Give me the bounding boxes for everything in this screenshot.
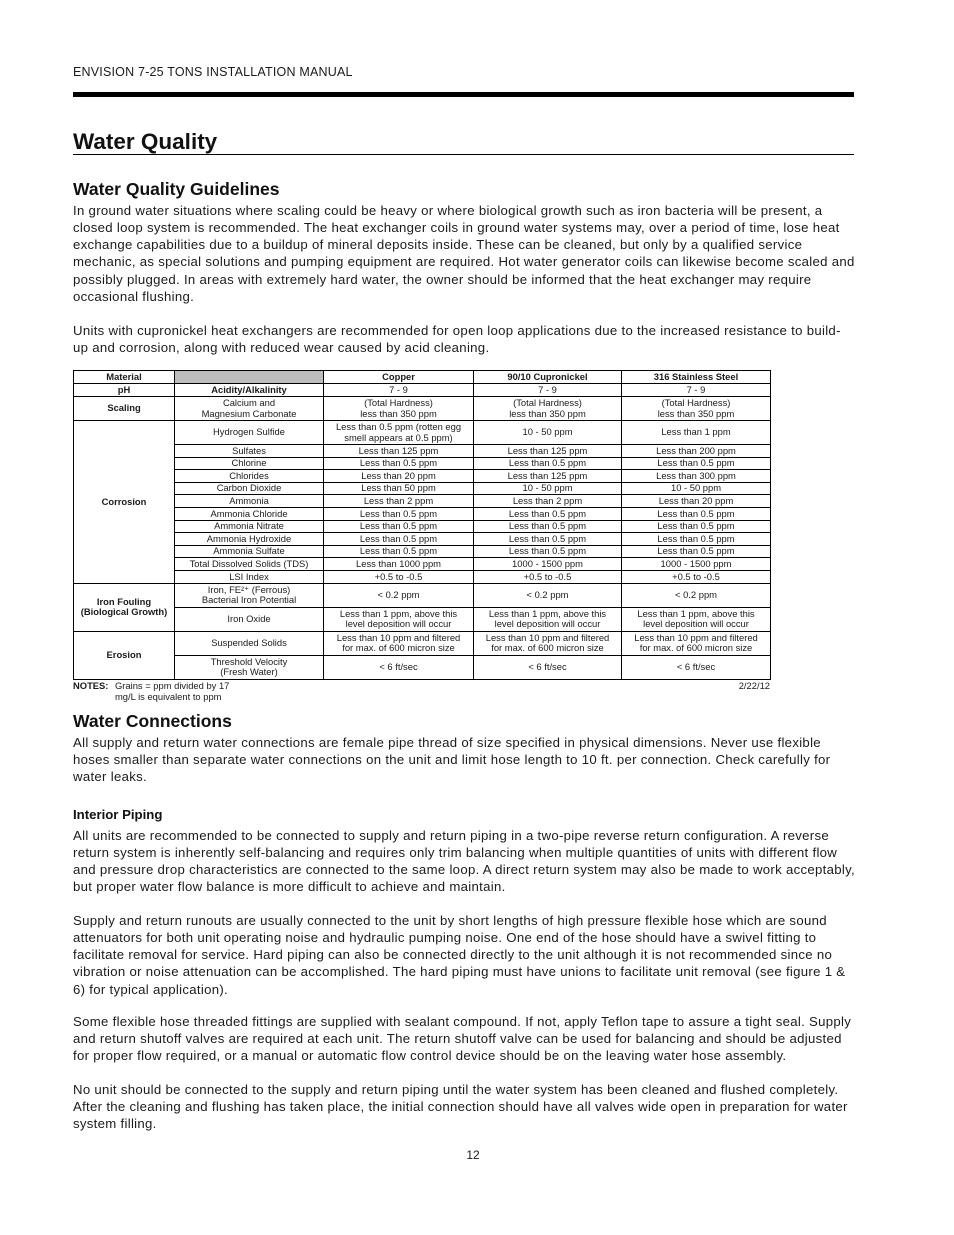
- header-copper: Copper: [324, 371, 474, 384]
- value-cell-copper: Less than 1000 ppm: [324, 558, 474, 571]
- value-cell-copper: Less than 2 ppm: [324, 495, 474, 508]
- table-row: [74, 607, 771, 631]
- parameter-cell: Suspended Solids: [175, 631, 324, 655]
- value-cell-cupronickel: Less than 0.5 ppm: [474, 520, 622, 533]
- ph-label: pH: [74, 384, 175, 397]
- value-cell-cupronickel: 1000 - 1500 ppm: [474, 558, 622, 571]
- value-cell-stainless: Less than 0.5 ppm: [622, 507, 771, 520]
- value-cell-copper: Less than 0.5 ppm: [324, 545, 474, 558]
- interior-piping-paragraph-3: Some flexible hose threaded fittings are supplied with sealant compound. If not, apply Teflon tape to assure a tight seal. Supply and return shutoff valves are required at each unit. The return shutoff valve can be used for balancing and should be adjusted for proper flow required, or a manual or automatic flow control device should be on the leaving water hose assembly.: [73, 1014, 852, 1064]
- table-row: [74, 570, 771, 583]
- interior-piping-paragraph-1: All units are recommended to be connected to supply and return piping in a two-pipe reverse return configuration. A reverse return system is inherently self-balancing and requires only trim balancing when multiple quantities of units with different flow and pressure drop characteristics are connected to the same loop. A direct return system may also be made to work acceptably, but proper water flow balance is more difficult to achieve and maintain.: [73, 828, 855, 895]
- table-row: [74, 558, 771, 571]
- value-cell-cupronickel: (Total Hardness) less than 350 ppm: [474, 397, 622, 421]
- notes-date: 2/22/12: [738, 680, 770, 691]
- value-cell-copper: < 0.2 ppm: [324, 583, 474, 607]
- value-cell-stainless: < 6 ft/sec: [622, 655, 771, 679]
- notes-line-1: Grains = ppm divided by 17: [115, 680, 230, 691]
- table-row: [74, 655, 771, 679]
- value-cell-cupronickel: < 0.2 ppm: [474, 583, 622, 607]
- value-cell-cupronickel: Less than 125 ppm: [474, 470, 622, 483]
- table-row: [74, 583, 771, 607]
- value-cell-copper: Less than 50 ppm: [324, 482, 474, 495]
- page-title: Water Quality: [73, 129, 218, 154]
- table-row: [74, 507, 771, 520]
- value-cell-stainless: Less than 300 ppm: [622, 470, 771, 483]
- value-cell-copper: Less than 1 ppm, above this level deposition will occur: [324, 607, 474, 631]
- parameter-cell: Iron Oxide: [175, 607, 324, 631]
- notes-label: NOTES:: [73, 680, 109, 691]
- value-cell-cupronickel: Less than 125 ppm: [474, 445, 622, 458]
- value-cell-stainless: Less than 0.5 ppm: [622, 545, 771, 558]
- value-cell-copper: < 6 ft/sec: [324, 655, 474, 679]
- value-cell-stainless: +0.5 to -0.5: [622, 570, 771, 583]
- header-blank: [175, 371, 324, 384]
- value-cell-stainless: Less than 1 ppm, above this level deposition will occur: [622, 607, 771, 631]
- ph-value-copper: 7 - 9: [324, 384, 474, 397]
- table-row: [74, 397, 771, 421]
- value-cell-copper: Less than 125 ppm: [324, 445, 474, 458]
- parameter-cell: Chlorides: [175, 470, 324, 483]
- ph-param: Acidity/Alkalinity: [175, 384, 324, 397]
- group-label: Corrosion: [74, 421, 175, 584]
- value-cell-copper: (Total Hardness) less than 350 ppm: [324, 397, 474, 421]
- value-cell-copper: Less than 0.5 ppm (rotten egg smell appears at 0.5 ppm): [324, 421, 474, 445]
- title-underline: [73, 154, 854, 155]
- header-stainless-steel: 316 Stainless Steel: [622, 371, 771, 384]
- value-cell-copper: Less than 20 ppm: [324, 470, 474, 483]
- value-cell-cupronickel: 10 - 50 ppm: [474, 482, 622, 495]
- value-cell-copper: Less than 0.5 ppm: [324, 533, 474, 546]
- value-cell-cupronickel: Less than 0.5 ppm: [474, 507, 622, 520]
- water-quality-table: [73, 370, 771, 680]
- group-label: Scaling: [74, 397, 175, 421]
- connections-paragraph: All supply and return water connections are female pipe thread of size specified in physical dimensions. Never use flexible hoses smaller than separate water connections on the unit and limit hose length to 10 ft. per connection. Check carefully for water leaks.: [73, 735, 831, 785]
- value-cell-stainless: Less than 1 ppm: [622, 421, 771, 445]
- group-label: Iron Fouling (Biological Growth): [74, 583, 175, 631]
- guidelines-heading: Water Quality Guidelines: [73, 179, 280, 199]
- page-number: 12: [466, 1148, 480, 1162]
- header-cupronickel: 90/10 Cupronickel: [474, 371, 622, 384]
- table-row: [74, 457, 771, 470]
- value-cell-cupronickel: Less than 0.5 ppm: [474, 457, 622, 470]
- parameter-cell: Total Dissolved Solids (TDS): [175, 558, 324, 571]
- value-cell-cupronickel: Less than 2 ppm: [474, 495, 622, 508]
- interior-piping-paragraph-4: No unit should be connected to the supply and return piping until the water system has been cleaned and flushed completely. After the cleaning and flushing has taken place, the initial connection should have all valves wide open in preparation for water system filling.: [73, 1082, 848, 1132]
- table-row: [74, 421, 771, 445]
- parameter-cell: Hydrogen Sulfide: [175, 421, 324, 445]
- notes-lines: [115, 680, 229, 702]
- guidelines-paragraph-1: In ground water situations where scaling could be heavy or where biological growth such as iron bacteria will be present, a closed loop system is recommended. The heat exchanger coils in ground water systems may, over a period of time, lose heat exchange capabilities due to a buildup of mineral deposits inside. These can be cleaned, but only by a qualified service mechanic, as special solutions and pumping equipment are required. Hot water generator coils can likewise become scaled and possibly plugged. In areas with extremely hard water, the owner should be informed that the heat exchanger may require occasional flushing.: [73, 203, 855, 304]
- value-cell-stainless: Less than 0.5 ppm: [622, 520, 771, 533]
- parameter-cell: Ammonia Hydroxide: [175, 533, 324, 546]
- table-row-ph: [74, 384, 771, 397]
- value-cell-cupronickel: 10 - 50 ppm: [474, 421, 622, 445]
- value-cell-cupronickel: +0.5 to -0.5: [474, 570, 622, 583]
- value-cell-stainless: Less than 0.5 ppm: [622, 533, 771, 546]
- interior-piping-heading: Interior Piping: [73, 807, 163, 822]
- value-cell-stainless: Less than 200 ppm: [622, 445, 771, 458]
- value-cell-cupronickel: Less than 10 ppm and filtered for max. of 600 micron size: [474, 631, 622, 655]
- value-cell-cupronickel: < 6 ft/sec: [474, 655, 622, 679]
- parameter-cell: Sulfates: [175, 445, 324, 458]
- table-row: [74, 495, 771, 508]
- table-row: [74, 470, 771, 483]
- value-cell-cupronickel: Less than 1 ppm, above this level deposition will occur: [474, 607, 622, 631]
- value-cell-stainless: Less than 20 ppm: [622, 495, 771, 508]
- parameter-cell: Chlorine: [175, 457, 324, 470]
- header-rule: [73, 92, 854, 97]
- value-cell-copper: +0.5 to -0.5: [324, 570, 474, 583]
- value-cell-stainless: Less than 0.5 ppm: [622, 457, 771, 470]
- ph-value-stainless: 7 - 9: [622, 384, 771, 397]
- value-cell-copper: Less than 0.5 ppm: [324, 457, 474, 470]
- parameter-cell: Calcium and Magnesium Carbonate: [175, 397, 324, 421]
- parameter-cell: Ammonia Chloride: [175, 507, 324, 520]
- parameter-cell: Ammonia Nitrate: [175, 520, 324, 533]
- value-cell-stainless: 10 - 50 ppm: [622, 482, 771, 495]
- table-row: [74, 520, 771, 533]
- value-cell-stainless: Less than 10 ppm and filtered for max. of 600 micron size: [622, 631, 771, 655]
- parameter-cell: Carbon Dioxide: [175, 482, 324, 495]
- table-row: [74, 533, 771, 546]
- table-row: [74, 482, 771, 495]
- value-cell-cupronickel: Less than 0.5 ppm: [474, 545, 622, 558]
- value-cell-stainless: 1000 - 1500 ppm: [622, 558, 771, 571]
- guidelines-paragraph-2: Units with cupronickel heat exchangers are recommended for open loop applications due to the increased resistance to build-up and corrosion, along with reduced wear caused by acid cleaning.: [73, 323, 841, 356]
- notes-line-2: mg/L is equivalent to ppm: [115, 691, 222, 702]
- parameter-cell: Threshold Velocity (Fresh Water): [175, 655, 324, 679]
- parameter-cell: Ammonia Sulfate: [175, 545, 324, 558]
- value-cell-stainless: < 0.2 ppm: [622, 583, 771, 607]
- header-material: Material: [74, 371, 175, 384]
- table-header-row: [74, 371, 771, 384]
- value-cell-stainless: (Total Hardness) less than 350 ppm: [622, 397, 771, 421]
- parameter-cell: LSI Index: [175, 570, 324, 583]
- value-cell-cupronickel: Less than 0.5 ppm: [474, 533, 622, 546]
- value-cell-copper: Less than 0.5 ppm: [324, 507, 474, 520]
- table-row: [74, 445, 771, 458]
- group-label: Erosion: [74, 631, 175, 679]
- table-row: [74, 631, 771, 655]
- table-row: [74, 545, 771, 558]
- quality-table-body: [74, 371, 771, 680]
- interior-piping-paragraph-2: Supply and return runouts are usually connected to the unit by short lengths of high pressure flexible hose which are sound attenuators for both unit operating noise and hydraulic pumping noise. One end of the hose should have a swivel fitting to facilitate removal for service. Hard piping can also be connected directly to the unit although it is not recommended since no vibration or noise attenuation can be accomplished. The hard piping must have unions to facilitate unit removal (see figure 1 & 6) for typical application).: [73, 913, 846, 997]
- value-cell-copper: Less than 0.5 ppm: [324, 520, 474, 533]
- parameter-cell: Ammonia: [175, 495, 324, 508]
- parameter-cell: Iron, FE²⁺ (Ferrous) Bacterial Iron Potential: [175, 583, 324, 607]
- ph-value-cupronickel: 7 - 9: [474, 384, 622, 397]
- connections-heading: Water Connections: [73, 711, 232, 731]
- manual-title: ENVISION 7-25 TONS INSTALLATION MANUAL: [73, 65, 353, 79]
- value-cell-copper: Less than 10 ppm and filtered for max. of 600 micron size: [324, 631, 474, 655]
